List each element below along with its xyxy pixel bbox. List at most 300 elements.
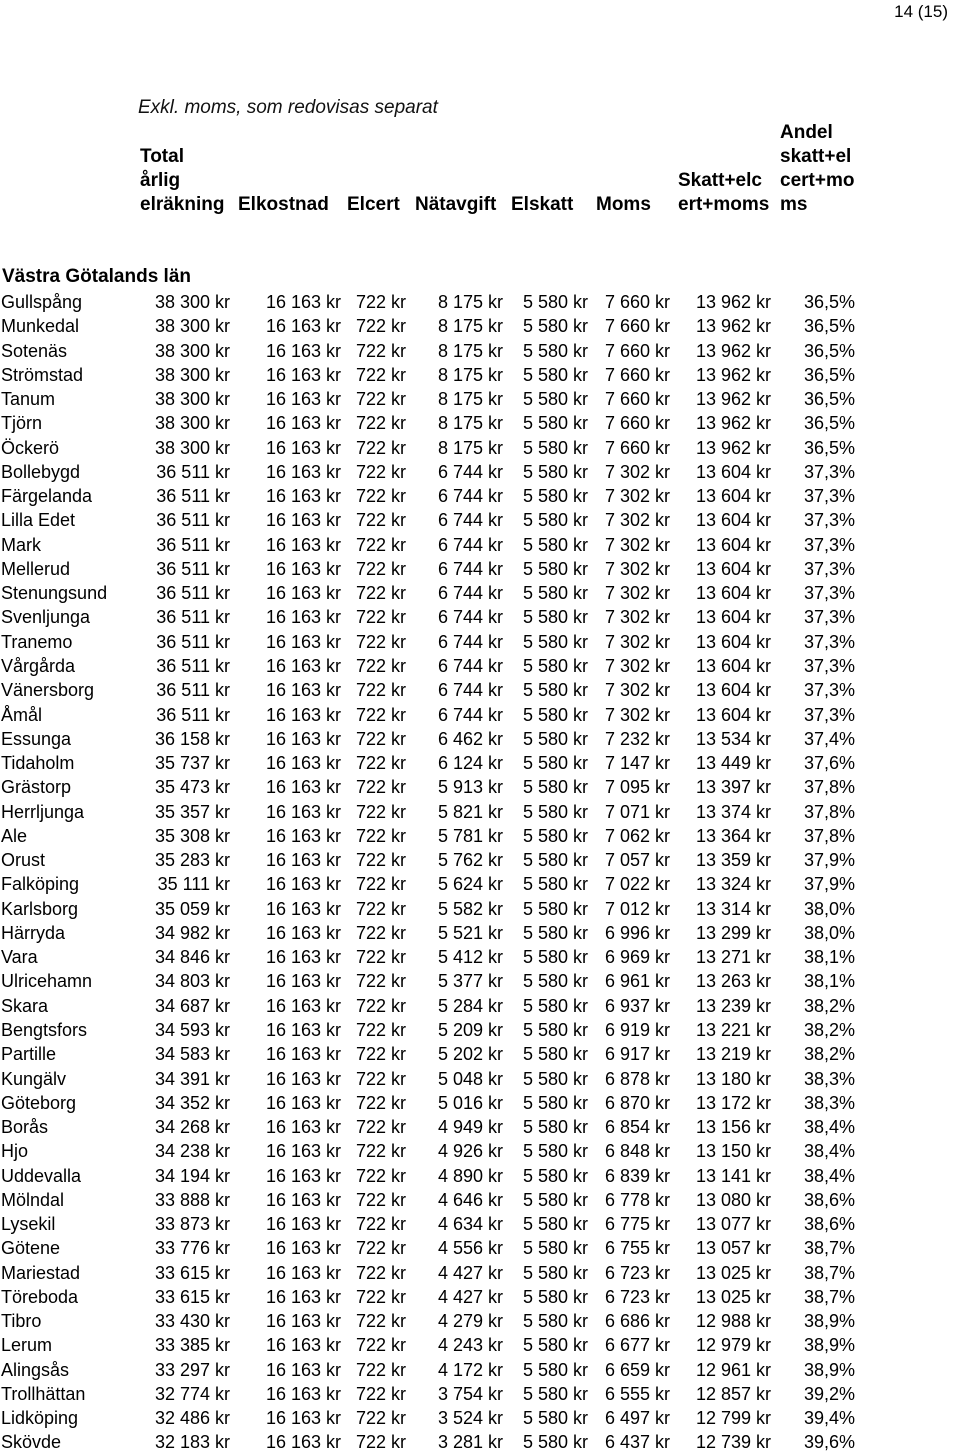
cell-municipality: Vänersborg <box>1 680 95 701</box>
cell-moms: 6 723 kr <box>604 1262 670 1283</box>
cell-natavgift: 4 427 kr <box>437 1262 503 1283</box>
cell-natavgift: 8 175 kr <box>437 340 503 361</box>
cell-total: 33 776 kr <box>154 1238 230 1259</box>
cell-elkostnad: 16 163 kr <box>265 1092 341 1113</box>
cell-moms: 7 302 kr <box>604 461 670 482</box>
cell-andel: 38,2% <box>803 995 855 1016</box>
cell-elcert: 722 kr <box>355 1408 406 1429</box>
cell-elkostnad: 16 163 kr <box>265 801 341 822</box>
cell-municipality: Uddevalla <box>1 1165 82 1186</box>
cell-elcert: 722 kr <box>355 1359 406 1380</box>
cell-municipality: Skövde <box>1 1432 62 1453</box>
cell-elskatt: 5 580 kr <box>522 1068 588 1089</box>
cell-elskatt: 5 580 kr <box>522 437 588 458</box>
cell-elkostnad: 16 163 kr <box>265 947 341 968</box>
cell-andel: 38,7% <box>803 1262 855 1283</box>
table-body <box>0 290 960 1455</box>
cell-natavgift: 6 744 kr <box>437 534 503 555</box>
table-row <box>0 751 960 775</box>
table-row <box>0 1115 960 1139</box>
cell-elcert: 722 kr <box>355 753 406 774</box>
cell-elcert: 722 kr <box>355 1019 406 1040</box>
cell-elcert: 722 kr <box>355 1189 406 1210</box>
cell-municipality: Orust <box>1 850 46 871</box>
table-row <box>0 436 960 460</box>
cell-total: 34 391 kr <box>154 1068 230 1089</box>
cell-total: 38 300 kr <box>154 413 230 434</box>
cell-total: 38 300 kr <box>154 316 230 337</box>
cell-elcert: 722 kr <box>355 1141 406 1162</box>
cell-skatt-sum: 13 604 kr <box>695 510 771 531</box>
cell-total: 32 183 kr <box>154 1432 230 1453</box>
cell-total: 33 615 kr <box>154 1262 230 1283</box>
cell-municipality: Färgelanda <box>1 486 93 507</box>
cell-elskatt: 5 580 kr <box>522 1092 588 1113</box>
cell-total: 33 297 kr <box>154 1359 230 1380</box>
cell-moms: 7 302 kr <box>604 558 670 579</box>
cell-elkostnad: 16 163 kr <box>265 1044 341 1065</box>
cell-elcert: 722 kr <box>355 534 406 555</box>
cell-skatt-sum: 12 739 kr <box>695 1432 771 1453</box>
cell-moms: 6 677 kr <box>604 1335 670 1356</box>
cell-andel: 37,3% <box>803 704 855 725</box>
cell-elcert: 722 kr <box>355 486 406 507</box>
cell-skatt-sum: 13 263 kr <box>695 971 771 992</box>
cell-municipality: Skara <box>1 995 49 1016</box>
cell-elkostnad: 16 163 kr <box>265 655 341 676</box>
cell-elskatt: 5 580 kr <box>522 655 588 676</box>
cell-total: 33 385 kr <box>154 1335 230 1356</box>
table-row <box>0 1406 960 1430</box>
cell-moms: 7 147 kr <box>604 753 670 774</box>
cell-moms: 7 660 kr <box>604 340 670 361</box>
cell-elskatt: 5 580 kr <box>522 680 588 701</box>
cell-andel: 37,8% <box>803 777 855 798</box>
cell-municipality: Tjörn <box>1 413 43 434</box>
cell-elkostnad: 16 163 kr <box>265 1141 341 1162</box>
cell-andel: 39,2% <box>803 1383 855 1404</box>
cell-andel: 36,5% <box>803 316 855 337</box>
cell-elcert: 722 kr <box>355 1068 406 1089</box>
cell-skatt-sum: 13 962 kr <box>695 413 771 434</box>
cell-moms: 7 057 kr <box>604 850 670 871</box>
cell-municipality: Öckerö <box>1 437 60 458</box>
cell-elskatt: 5 580 kr <box>522 1262 588 1283</box>
cell-municipality: Partille <box>1 1044 57 1065</box>
cell-total: 38 300 kr <box>154 292 230 312</box>
cell-andel: 37,3% <box>803 655 855 676</box>
cell-andel: 38,9% <box>803 1359 855 1380</box>
cell-elskatt: 5 580 kr <box>522 631 588 652</box>
cell-elcert: 722 kr <box>355 1262 406 1283</box>
cell-skatt-sum: 13 172 kr <box>695 1092 771 1113</box>
cell-skatt-sum: 12 857 kr <box>695 1383 771 1404</box>
cell-elkostnad: 16 163 kr <box>265 777 341 798</box>
cell-total: 35 111 kr <box>157 874 230 895</box>
table-row <box>0 1188 960 1212</box>
cell-moms: 6 723 kr <box>604 1286 670 1307</box>
cell-municipality: Mariestad <box>1 1262 81 1283</box>
cell-elskatt: 5 580 kr <box>522 534 588 555</box>
cell-moms: 6 870 kr <box>604 1092 670 1113</box>
cell-elcert: 722 kr <box>355 631 406 652</box>
cell-elkostnad: 16 163 kr <box>265 1238 341 1259</box>
cell-municipality: Tidaholm <box>1 753 75 774</box>
header-moms: Moms <box>596 194 651 215</box>
cell-municipality: Tibro <box>1 1311 42 1332</box>
cell-municipality: Götene <box>1 1238 61 1259</box>
table-row <box>0 1067 960 1091</box>
cell-moms: 7 095 kr <box>604 777 670 798</box>
cell-municipality: Alingsås <box>1 1359 70 1380</box>
cell-natavgift: 5 209 kr <box>437 1019 503 1040</box>
cell-skatt-sum: 13 364 kr <box>695 825 771 846</box>
cell-municipality: Göteborg <box>1 1092 77 1113</box>
cell-skatt-sum: 13 604 kr <box>695 680 771 701</box>
cell-moms: 7 302 kr <box>604 655 670 676</box>
cell-natavgift: 6 744 kr <box>437 607 503 628</box>
cell-elcert: 722 kr <box>355 461 406 482</box>
cell-natavgift: 5 377 kr <box>437 971 503 992</box>
cell-skatt-sum: 13 962 kr <box>695 292 771 312</box>
table-row <box>0 363 960 387</box>
cell-elkostnad: 16 163 kr <box>265 389 341 410</box>
cell-elskatt: 5 580 kr <box>522 389 588 410</box>
cell-natavgift: 3 524 kr <box>437 1408 503 1429</box>
cell-natavgift: 8 175 kr <box>437 316 503 337</box>
cell-total: 35 308 kr <box>154 825 230 846</box>
cell-municipality: Strömstad <box>1 364 84 385</box>
cell-total: 38 300 kr <box>154 389 230 410</box>
cell-elskatt: 5 580 kr <box>522 1141 588 1162</box>
cell-moms: 7 232 kr <box>604 728 670 749</box>
cell-elskatt: 5 580 kr <box>522 486 588 507</box>
cell-skatt-sum: 13 271 kr <box>695 947 771 968</box>
cell-natavgift: 6 744 kr <box>437 583 503 604</box>
cell-municipality: Falköping <box>1 874 80 895</box>
cell-elcert: 722 kr <box>355 922 406 943</box>
cell-skatt-sum: 13 299 kr <box>695 922 771 943</box>
cell-total: 36 511 kr <box>156 655 230 676</box>
cell-elskatt: 5 580 kr <box>522 413 588 434</box>
cell-municipality: Åmål <box>1 704 43 725</box>
cell-elcert: 722 kr <box>355 558 406 579</box>
cell-total: 34 687 kr <box>154 995 230 1016</box>
cell-natavgift: 3 281 kr <box>437 1432 503 1453</box>
cell-natavgift: 8 175 kr <box>437 389 503 410</box>
cell-andel: 38,1% <box>803 971 855 992</box>
cell-natavgift: 5 781 kr <box>437 825 503 846</box>
cell-elkostnad: 16 163 kr <box>265 1286 341 1307</box>
table-row <box>0 314 960 338</box>
cell-andel: 36,5% <box>803 292 855 312</box>
cell-elskatt: 5 580 kr <box>522 1335 588 1356</box>
cell-elkostnad: 16 163 kr <box>265 1117 341 1138</box>
cell-moms: 7 302 kr <box>604 510 670 531</box>
cell-andel: 38,2% <box>803 1019 855 1040</box>
cell-total: 33 615 kr <box>154 1286 230 1307</box>
cell-elkostnad: 16 163 kr <box>265 510 341 531</box>
cell-municipality: Härryda <box>1 922 66 943</box>
cell-municipality: Stenungsund <box>1 583 108 604</box>
cell-elkostnad: 16 163 kr <box>265 898 341 919</box>
cell-total: 35 059 kr <box>154 898 230 919</box>
cell-moms: 7 660 kr <box>604 389 670 410</box>
cell-elkostnad: 16 163 kr <box>265 704 341 725</box>
cell-andel: 38,7% <box>803 1286 855 1307</box>
cell-skatt-sum: 13 221 kr <box>695 1019 771 1040</box>
cell-moms: 7 302 kr <box>604 486 670 507</box>
header-elcert: Elcert <box>347 194 400 215</box>
cell-total: 34 268 kr <box>154 1117 230 1138</box>
cell-municipality: Lidköping <box>1 1408 79 1429</box>
cell-elcert: 722 kr <box>355 1335 406 1356</box>
cell-elkostnad: 16 163 kr <box>265 631 341 652</box>
cell-skatt-sum: 13 141 kr <box>695 1165 771 1186</box>
cell-andel: 37,8% <box>803 801 855 822</box>
cell-municipality: Borås <box>1 1117 49 1138</box>
cell-municipality: Töreboda <box>1 1286 79 1307</box>
cell-natavgift: 8 175 kr <box>437 292 503 312</box>
cell-natavgift: 6 462 kr <box>437 728 503 749</box>
cell-elcert: 722 kr <box>355 680 406 701</box>
cell-skatt-sum: 13 057 kr <box>695 1238 771 1259</box>
cell-elskatt: 5 580 kr <box>522 1408 588 1429</box>
cell-elkostnad: 16 163 kr <box>265 1165 341 1186</box>
cell-total: 36 158 kr <box>154 728 230 749</box>
cell-elcert: 722 kr <box>355 728 406 749</box>
cell-andel: 37,3% <box>803 486 855 507</box>
cell-moms: 6 839 kr <box>604 1165 670 1186</box>
cell-andel: 37,3% <box>803 583 855 604</box>
cell-total: 35 357 kr <box>154 801 230 822</box>
cell-elskatt: 5 580 kr <box>522 1044 588 1065</box>
cell-skatt-sum: 13 604 kr <box>695 655 771 676</box>
cell-elskatt: 5 580 kr <box>522 340 588 361</box>
cell-elcert: 722 kr <box>355 583 406 604</box>
table-row <box>0 460 960 484</box>
cell-natavgift: 4 949 kr <box>437 1117 503 1138</box>
cell-andel: 36,5% <box>803 340 855 361</box>
cell-elskatt: 5 580 kr <box>522 801 588 822</box>
region-heading: Västra Götalands län <box>2 266 192 287</box>
cell-natavgift: 4 556 kr <box>437 1238 503 1259</box>
cell-natavgift: 6 744 kr <box>437 486 503 507</box>
cell-skatt-sum: 13 962 kr <box>695 364 771 385</box>
cell-municipality: Sotenäs <box>1 340 68 361</box>
header-skatt-sum: Skatt+elc ert+moms <box>678 170 770 215</box>
cell-moms: 6 755 kr <box>604 1238 670 1259</box>
cell-total: 36 511 kr <box>156 607 230 628</box>
cell-municipality: Vara <box>1 947 38 968</box>
header-elkostnad: Elkostnad <box>238 194 329 215</box>
cell-elcert: 722 kr <box>355 340 406 361</box>
cell-elskatt: 5 580 kr <box>522 753 588 774</box>
cell-elcert: 722 kr <box>355 971 406 992</box>
cell-total: 34 846 kr <box>154 947 230 968</box>
table-row <box>0 1309 960 1333</box>
cell-elkostnad: 16 163 kr <box>265 1214 341 1235</box>
cell-total: 33 430 kr <box>154 1311 230 1332</box>
cell-skatt-sum: 13 962 kr <box>695 316 771 337</box>
cell-total: 36 511 kr <box>156 680 230 701</box>
table-row <box>0 969 960 993</box>
cell-natavgift: 6 744 kr <box>437 655 503 676</box>
cell-moms: 7 660 kr <box>604 413 670 434</box>
cell-andel: 38,4% <box>803 1141 855 1162</box>
cell-elkostnad: 16 163 kr <box>265 850 341 871</box>
cell-elkostnad: 16 163 kr <box>265 922 341 943</box>
cell-skatt-sum: 12 799 kr <box>695 1408 771 1429</box>
cell-andel: 38,6% <box>803 1214 855 1235</box>
cell-elskatt: 5 580 kr <box>522 704 588 725</box>
cell-natavgift: 5 202 kr <box>437 1044 503 1065</box>
table-row <box>0 848 960 872</box>
cell-andel: 38,1% <box>803 947 855 968</box>
cell-natavgift: 4 890 kr <box>437 1165 503 1186</box>
cell-skatt-sum: 13 962 kr <box>695 340 771 361</box>
table-row <box>0 339 960 363</box>
table-row <box>0 678 960 702</box>
cell-municipality: Grästorp <box>1 777 72 798</box>
table-row <box>0 411 960 435</box>
cell-andel: 37,3% <box>803 461 855 482</box>
cell-elcert: 722 kr <box>355 995 406 1016</box>
cell-moms: 7 302 kr <box>604 704 670 725</box>
cell-elkostnad: 16 163 kr <box>265 995 341 1016</box>
cell-elkostnad: 16 163 kr <box>265 316 341 337</box>
cell-elskatt: 5 580 kr <box>522 1189 588 1210</box>
cell-elskatt: 5 580 kr <box>522 607 588 628</box>
cell-skatt-sum: 13 314 kr <box>695 898 771 919</box>
header-natavgift: Nätavgift <box>415 194 497 215</box>
cell-natavgift: 5 016 kr <box>437 1092 503 1113</box>
cell-elcert: 722 kr <box>355 1117 406 1138</box>
cell-elkostnad: 16 163 kr <box>265 825 341 846</box>
cell-elkostnad: 16 163 kr <box>265 1432 341 1453</box>
cell-elkostnad: 16 163 kr <box>265 437 341 458</box>
cell-elskatt: 5 580 kr <box>522 777 588 798</box>
cell-elcert: 722 kr <box>355 850 406 871</box>
table-row <box>0 654 960 678</box>
header-andel: Andel skatt+el cert+mo ms <box>780 122 855 215</box>
cell-elskatt: 5 580 kr <box>522 364 588 385</box>
cell-municipality: Ale <box>1 825 28 846</box>
cell-andel: 38,4% <box>803 1117 855 1138</box>
cell-andel: 38,9% <box>803 1335 855 1356</box>
cell-elkostnad: 16 163 kr <box>265 1359 341 1380</box>
cell-andel: 37,3% <box>803 510 855 531</box>
cell-moms: 6 778 kr <box>604 1189 670 1210</box>
cell-moms: 7 660 kr <box>604 292 670 312</box>
cell-total: 32 774 kr <box>154 1383 230 1404</box>
cell-andel: 37,8% <box>803 825 855 846</box>
cell-andel: 37,3% <box>803 558 855 579</box>
cell-elkostnad: 16 163 kr <box>265 1189 341 1210</box>
table-row <box>0 921 960 945</box>
cell-elkostnad: 16 163 kr <box>265 753 341 774</box>
cell-elcert: 722 kr <box>355 1165 406 1186</box>
cell-total: 34 593 kr <box>154 1019 230 1040</box>
cell-elcert: 722 kr <box>355 825 406 846</box>
cell-moms: 6 555 kr <box>604 1383 670 1404</box>
cell-skatt-sum: 13 604 kr <box>695 704 771 725</box>
table-row <box>0 703 960 727</box>
cell-elcert: 722 kr <box>355 1432 406 1453</box>
cell-total: 36 511 kr <box>156 631 230 652</box>
cell-elkostnad: 16 163 kr <box>265 583 341 604</box>
cell-andel: 38,0% <box>803 922 855 943</box>
table-row <box>0 557 960 581</box>
cell-elcert: 722 kr <box>355 1238 406 1259</box>
table-row <box>0 1042 960 1066</box>
cell-natavgift: 5 762 kr <box>437 850 503 871</box>
cell-total: 34 982 kr <box>154 922 230 943</box>
cell-elskatt: 5 580 kr <box>522 1286 588 1307</box>
cell-skatt-sum: 13 962 kr <box>695 389 771 410</box>
cell-elskatt: 5 580 kr <box>522 728 588 749</box>
cell-natavgift: 4 279 kr <box>437 1311 503 1332</box>
table-row <box>0 994 960 1018</box>
cell-elkostnad: 16 163 kr <box>265 1408 341 1429</box>
table-row <box>0 872 960 896</box>
table-row <box>0 484 960 508</box>
cell-andel: 38,3% <box>803 1068 855 1089</box>
cell-natavgift: 5 582 kr <box>437 898 503 919</box>
cell-elskatt: 5 580 kr <box>522 1238 588 1259</box>
cell-moms: 6 996 kr <box>604 922 670 943</box>
cell-natavgift: 5 412 kr <box>437 947 503 968</box>
cell-elkostnad: 16 163 kr <box>265 461 341 482</box>
cell-moms: 6 659 kr <box>604 1359 670 1380</box>
cell-moms: 6 686 kr <box>604 1311 670 1332</box>
cell-elkostnad: 16 163 kr <box>265 534 341 555</box>
cell-municipality: Lysekil <box>1 1214 56 1235</box>
cell-skatt-sum: 13 150 kr <box>695 1141 771 1162</box>
cell-elkostnad: 16 163 kr <box>265 413 341 434</box>
cell-elkostnad: 16 163 kr <box>265 364 341 385</box>
cell-elkostnad: 16 163 kr <box>265 1262 341 1283</box>
cell-elkostnad: 16 163 kr <box>265 1335 341 1356</box>
cell-skatt-sum: 13 604 kr <box>695 461 771 482</box>
table-row <box>0 1236 960 1260</box>
cell-skatt-sum: 13 324 kr <box>695 874 771 895</box>
cell-elcert: 722 kr <box>355 389 406 410</box>
cell-elcert: 722 kr <box>355 801 406 822</box>
cell-total: 36 511 kr <box>156 534 230 555</box>
cell-elcert: 722 kr <box>355 607 406 628</box>
cell-skatt-sum: 13 359 kr <box>695 850 771 871</box>
cell-total: 34 352 kr <box>154 1092 230 1113</box>
cell-elkostnad: 16 163 kr <box>265 1311 341 1332</box>
cell-elkostnad: 16 163 kr <box>265 971 341 992</box>
cell-andel: 38,4% <box>803 1165 855 1186</box>
cell-moms: 7 022 kr <box>604 874 670 895</box>
table-row <box>0 630 960 654</box>
cell-elskatt: 5 580 kr <box>522 583 588 604</box>
cell-andel: 36,5% <box>803 413 855 434</box>
cell-natavgift: 3 754 kr <box>437 1383 503 1404</box>
cell-total: 34 238 kr <box>154 1141 230 1162</box>
cell-moms: 7 012 kr <box>604 898 670 919</box>
cell-natavgift: 6 744 kr <box>437 558 503 579</box>
table-row <box>0 605 960 629</box>
cell-elskatt: 5 580 kr <box>522 1383 588 1404</box>
cell-elskatt: 5 580 kr <box>522 1311 588 1332</box>
cell-total: 36 511 kr <box>156 510 230 531</box>
cell-skatt-sum: 13 604 kr <box>695 534 771 555</box>
cell-elskatt: 5 580 kr <box>522 1117 588 1138</box>
